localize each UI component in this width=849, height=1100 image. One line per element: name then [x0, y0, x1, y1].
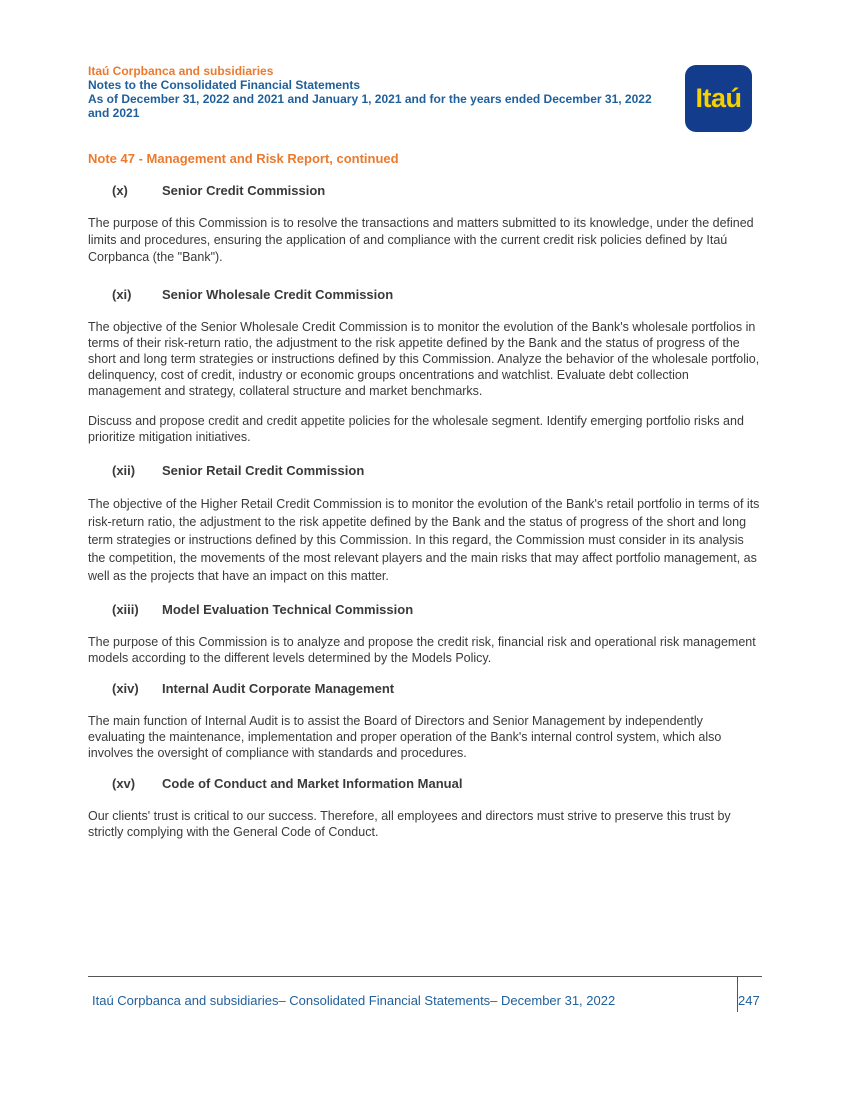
note-content [88, 183, 762, 840]
section-title: Senior Wholesale Credit Commission [162, 287, 394, 302]
section-paragraph: Discuss and propose credit and credit appetite policies for the wholesale segment. Identify emerging portfolio risks and prioritize mitigation initiatives. [88, 414, 744, 444]
page-number: 247 [738, 993, 760, 1008]
section-title: Senior Credit Commission [162, 183, 326, 198]
document-header [88, 64, 688, 120]
section-number: (xii) [112, 463, 136, 478]
header-period-line2: and 2021 [88, 106, 140, 120]
section-paragraph: The purpose of this Commission is to resolve the transactions and matters submitted to its knowledge, under the defined limits and procedures, ensuring the application of and compliance with the current credit risk policies defined by Itaú Corpbanca (the "Bank"). [88, 216, 754, 264]
section-number: (xi) [112, 287, 132, 302]
section-heading [88, 287, 762, 303]
company-name: Itaú Corpbanca and subsidiaries [88, 64, 274, 78]
section-heading [88, 183, 762, 199]
section-paragraph: The objective of the Senior Wholesale Credit Commission is to monitor the evolution of the Bank's wholesale portfolios in terms of their risk-return ratio, the adjustment to the risk appetite defined by the Bank and the status of progress of the short and long term strategies or instructions defined by this Commission. Analyze the behavior of the wholesale portfolio, delinquency, cost of credit, industry or economic groups oncentrations and watchlist. Evaluate debt collection management and strategy, collateral structure and market benchmarks. [88, 320, 760, 398]
section-paragraph: The objective of the Higher Retail Credit Commission is to monitor the evolution of the Bank's retail portfolio in terms of its risk-return ratio, the adjustment to the risk appetite defined by the Bank and the status of progress of the short and long term strategies or instructions defined by this Commission. In this regard, the Commission must consider in its analysis the competition, the movements of the most relevant players and the main risks that may affect portfolio management, as well as the projects that have an impact on this matter. [88, 497, 760, 583]
section-number: (x) [112, 183, 128, 198]
section-heading [88, 776, 762, 792]
section-paragraph: Our clients' trust is critical to our success. Therefore, all employees and directors must strive to preserve this trust by strictly complying with the General Code of Conduct. [88, 809, 731, 839]
section-title: Code of Conduct and Market Information Manual [162, 776, 463, 791]
header-period-line1: As of December 31, 2022 and 2021 and January 1, 2021 and for the years ended December 31, 2022 [88, 92, 652, 106]
section-number: (xiv) [112, 681, 139, 696]
note-title: Note 47 - Management and Risk Report, continued [88, 151, 399, 166]
section-title: Internal Audit Corporate Management [162, 681, 395, 696]
section-title: Senior Retail Credit Commission [162, 463, 365, 478]
logo-text: Itaú [695, 83, 742, 113]
footer-divider [88, 976, 762, 977]
section-title: Model Evaluation Technical Commission [162, 602, 414, 617]
footer-text: Itaú Corpbanca and subsidiaries– Consolidated Financial Statements– December 31, 2022 [92, 993, 616, 1008]
section-paragraph: The purpose of this Commission is to analyze and propose the credit risk, financial risk and operational risk management models according to the different levels determined by the Models Policy. [88, 635, 756, 665]
section-number: (xiii) [112, 602, 139, 617]
header-subtitle: Notes to the Consolidated Financial Statements [88, 78, 361, 92]
section-heading [88, 602, 762, 618]
itau-logo [685, 65, 752, 132]
section-number: (xv) [112, 776, 136, 791]
section-heading [88, 463, 762, 479]
section-heading [88, 681, 762, 697]
section-paragraph: The main function of Internal Audit is to assist the Board of Directors and Senior Management by independently evaluating the maintenance, implementation and proper operation of the Bank's internal control system, which also involves the oversight of compliance with standards and procedures. [88, 714, 722, 760]
